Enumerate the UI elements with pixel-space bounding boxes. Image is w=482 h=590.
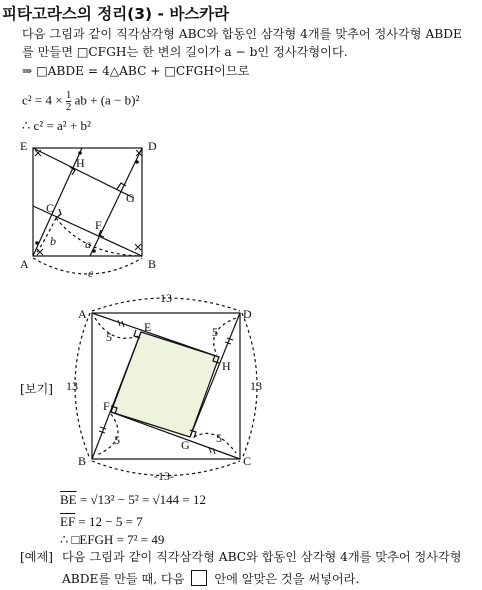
formula-1-right: ab + (a − b)² (74, 92, 140, 108)
label-a-length: a (85, 237, 91, 251)
label-h: H (76, 156, 85, 170)
label-d: D (243, 307, 252, 321)
label-f: F (103, 399, 110, 413)
segment-ef: $\overline{EF}$ (60, 514, 76, 529)
problem-line-2 (62, 570, 359, 587)
intro-line-2: 를 만들면 □CFGH는 한 변의 길이가 a − b인 정사각형이다. (22, 45, 348, 59)
problem-label: [예제] (20, 550, 54, 564)
intro-line-3: ⇒ □ABDE = 4△ABC + □CFGH이므로 (22, 64, 250, 78)
label-right-13: 13 (250, 379, 262, 393)
calc-line-3: ∴ □EFGH = 7² = 49 (60, 532, 165, 547)
formula-1-left: c² = 4 × (22, 92, 63, 108)
problem-line-1: 다음 그림과 같이 직각삼각형 ABC와 합동인 삼각형 4개를 맞추어 정사각형 (62, 550, 462, 564)
formula-2: ∴ c² = a² + b² (22, 118, 91, 133)
label-g: G (181, 438, 190, 452)
label-e: E (144, 320, 152, 334)
label-b: B (78, 454, 87, 468)
label-a: A (20, 257, 29, 271)
label-five: 5 (212, 325, 218, 339)
answer-blank-box[interactable] (191, 570, 207, 586)
problem-line-2-start: ABDE를 만들 때, 다음 (62, 572, 185, 586)
problem-line-2-end: 안에 알맞은 것을 써넣어라. (214, 572, 360, 586)
label-bottom-13: -13- (154, 469, 174, 483)
label-d: D (148, 139, 157, 153)
fraction-denominator: 2 (65, 101, 72, 113)
inner-square-efgh (111, 332, 219, 437)
calc-2-rest: = 12 − 5 = 7 (78, 514, 143, 529)
label-c-length: c (88, 266, 94, 280)
label-f: F (95, 218, 102, 232)
label-h: H (222, 359, 231, 373)
fraction-numerator: 1 (65, 89, 72, 101)
equal-tick (100, 427, 106, 429)
label-c: C (243, 454, 252, 468)
label-five: 5 (106, 330, 112, 344)
calc-line-1 (60, 492, 206, 508)
calc-line-2 (60, 514, 143, 530)
label-b-length: b (50, 234, 56, 248)
label-b: B (148, 257, 157, 271)
calc-1-rest: = √13² − 5² = √144 = 12 (79, 492, 207, 507)
intro-line-1: 다음 그림과 같이 직각삼각형 ABC와 합동인 삼각형 4개를 맞추어 정사각형 ABDE (22, 27, 462, 41)
label-a: A (78, 307, 87, 321)
label-g: G (126, 191, 135, 205)
label-five: 5 (114, 433, 120, 447)
label-five: 5 (216, 431, 222, 445)
segment-be: $\overline{BE}$ (60, 492, 77, 507)
label-e: E (20, 139, 28, 153)
label-top-13: 13 (160, 291, 172, 305)
page-title: 피타고라스의 정리(3) - 바스카라 (2, 5, 230, 23)
label-c: C (46, 201, 55, 215)
example-label: [보기] (20, 382, 54, 396)
label-left-13: 13 (66, 379, 78, 393)
